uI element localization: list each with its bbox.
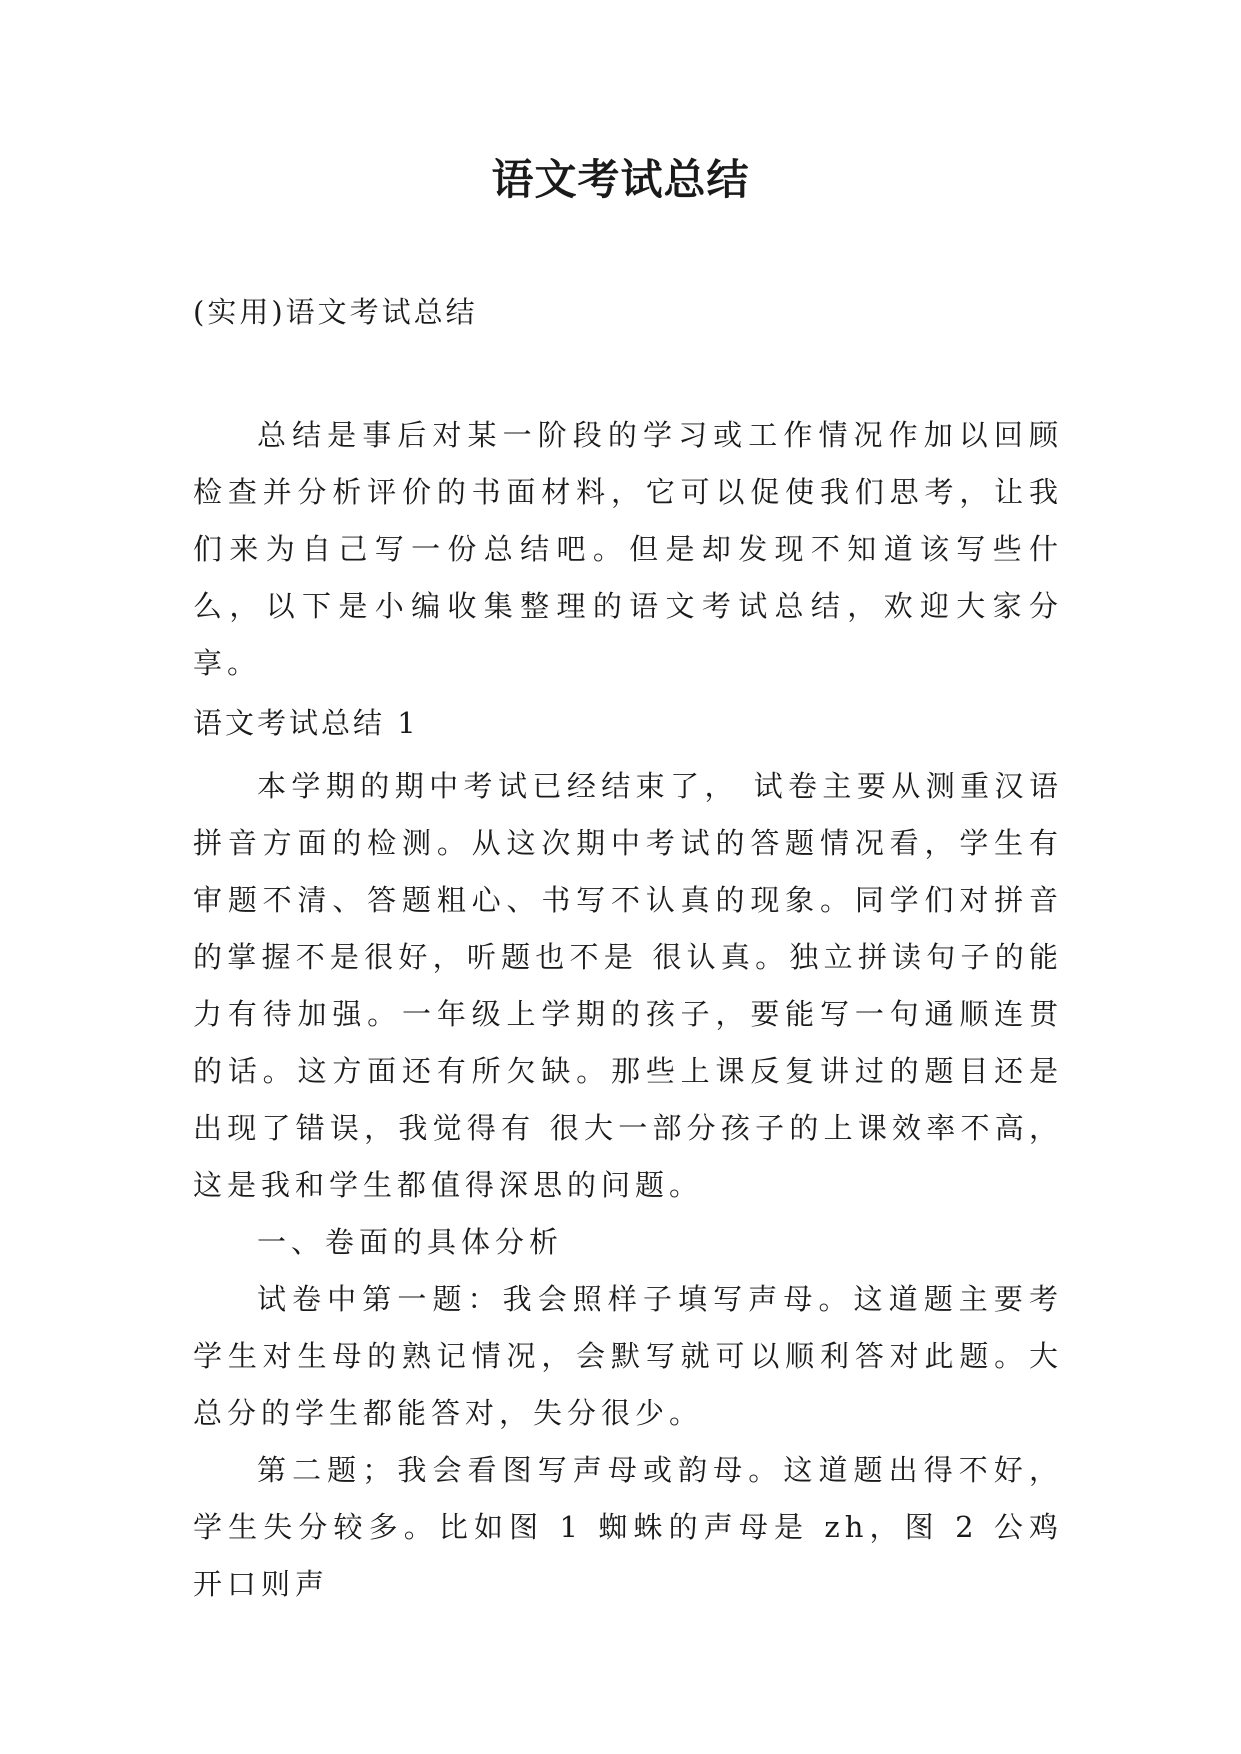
body-subheading-analysis: 一、卷面的具体分析	[257, 1225, 564, 1259]
body-paragraph-3: 第二题；我会看图写声母或韵母。这道题出得不好，学生失分较多。比如图 1 蜘蛛的声母是 zh，图 2 公鸡开口则声	[193, 1453, 1063, 1601]
intro-paragraph: 总结是事后对某一阶段的学习或工作情况作加以回顾检查并分析评价的书面材料，它可以促使我们思考，让我们来为自己写一份总结吧。但是却发现不知道该写些什么，以下是小编收集整理的语文考试总结，欢迎大家分享。	[193, 418, 1063, 680]
document-title: 语文考试总结	[491, 155, 750, 204]
body-paragraph-2: 试卷中第一题：我会照样子填写声母。这道题主要考学生对生母的熟记情况，会默写就可以顺利答对此题。大总分的学生都能答对，失分很少。	[193, 1282, 1063, 1430]
document-subtitle: (实用)语文考试总结	[193, 295, 478, 329]
intro-block	[193, 407, 1063, 692]
section-heading: 语文考试总结 1	[193, 706, 419, 740]
body-text	[193, 758, 1063, 1613]
body-paragraph-1: 本学期的期中考试已经结束了， 试卷主要从测重汉语拼音方面的检测。从这次期中考试的答题情况看，学生有审题不清、答题粗心、书写不认真的现象。同学们对拼音的掌握不是很好，听题也不是 很认真。独立拼读句子的能力有待加强。一年级上学期的孩子，要能写一句通顺连贯的话。这方面还有所欠缺。那些上课反复讲过的题目还是出现了错误，我觉得有 很大一部分孩子的上课效率不高，这是我和学生都值得深思的问题。	[193, 769, 1063, 1202]
